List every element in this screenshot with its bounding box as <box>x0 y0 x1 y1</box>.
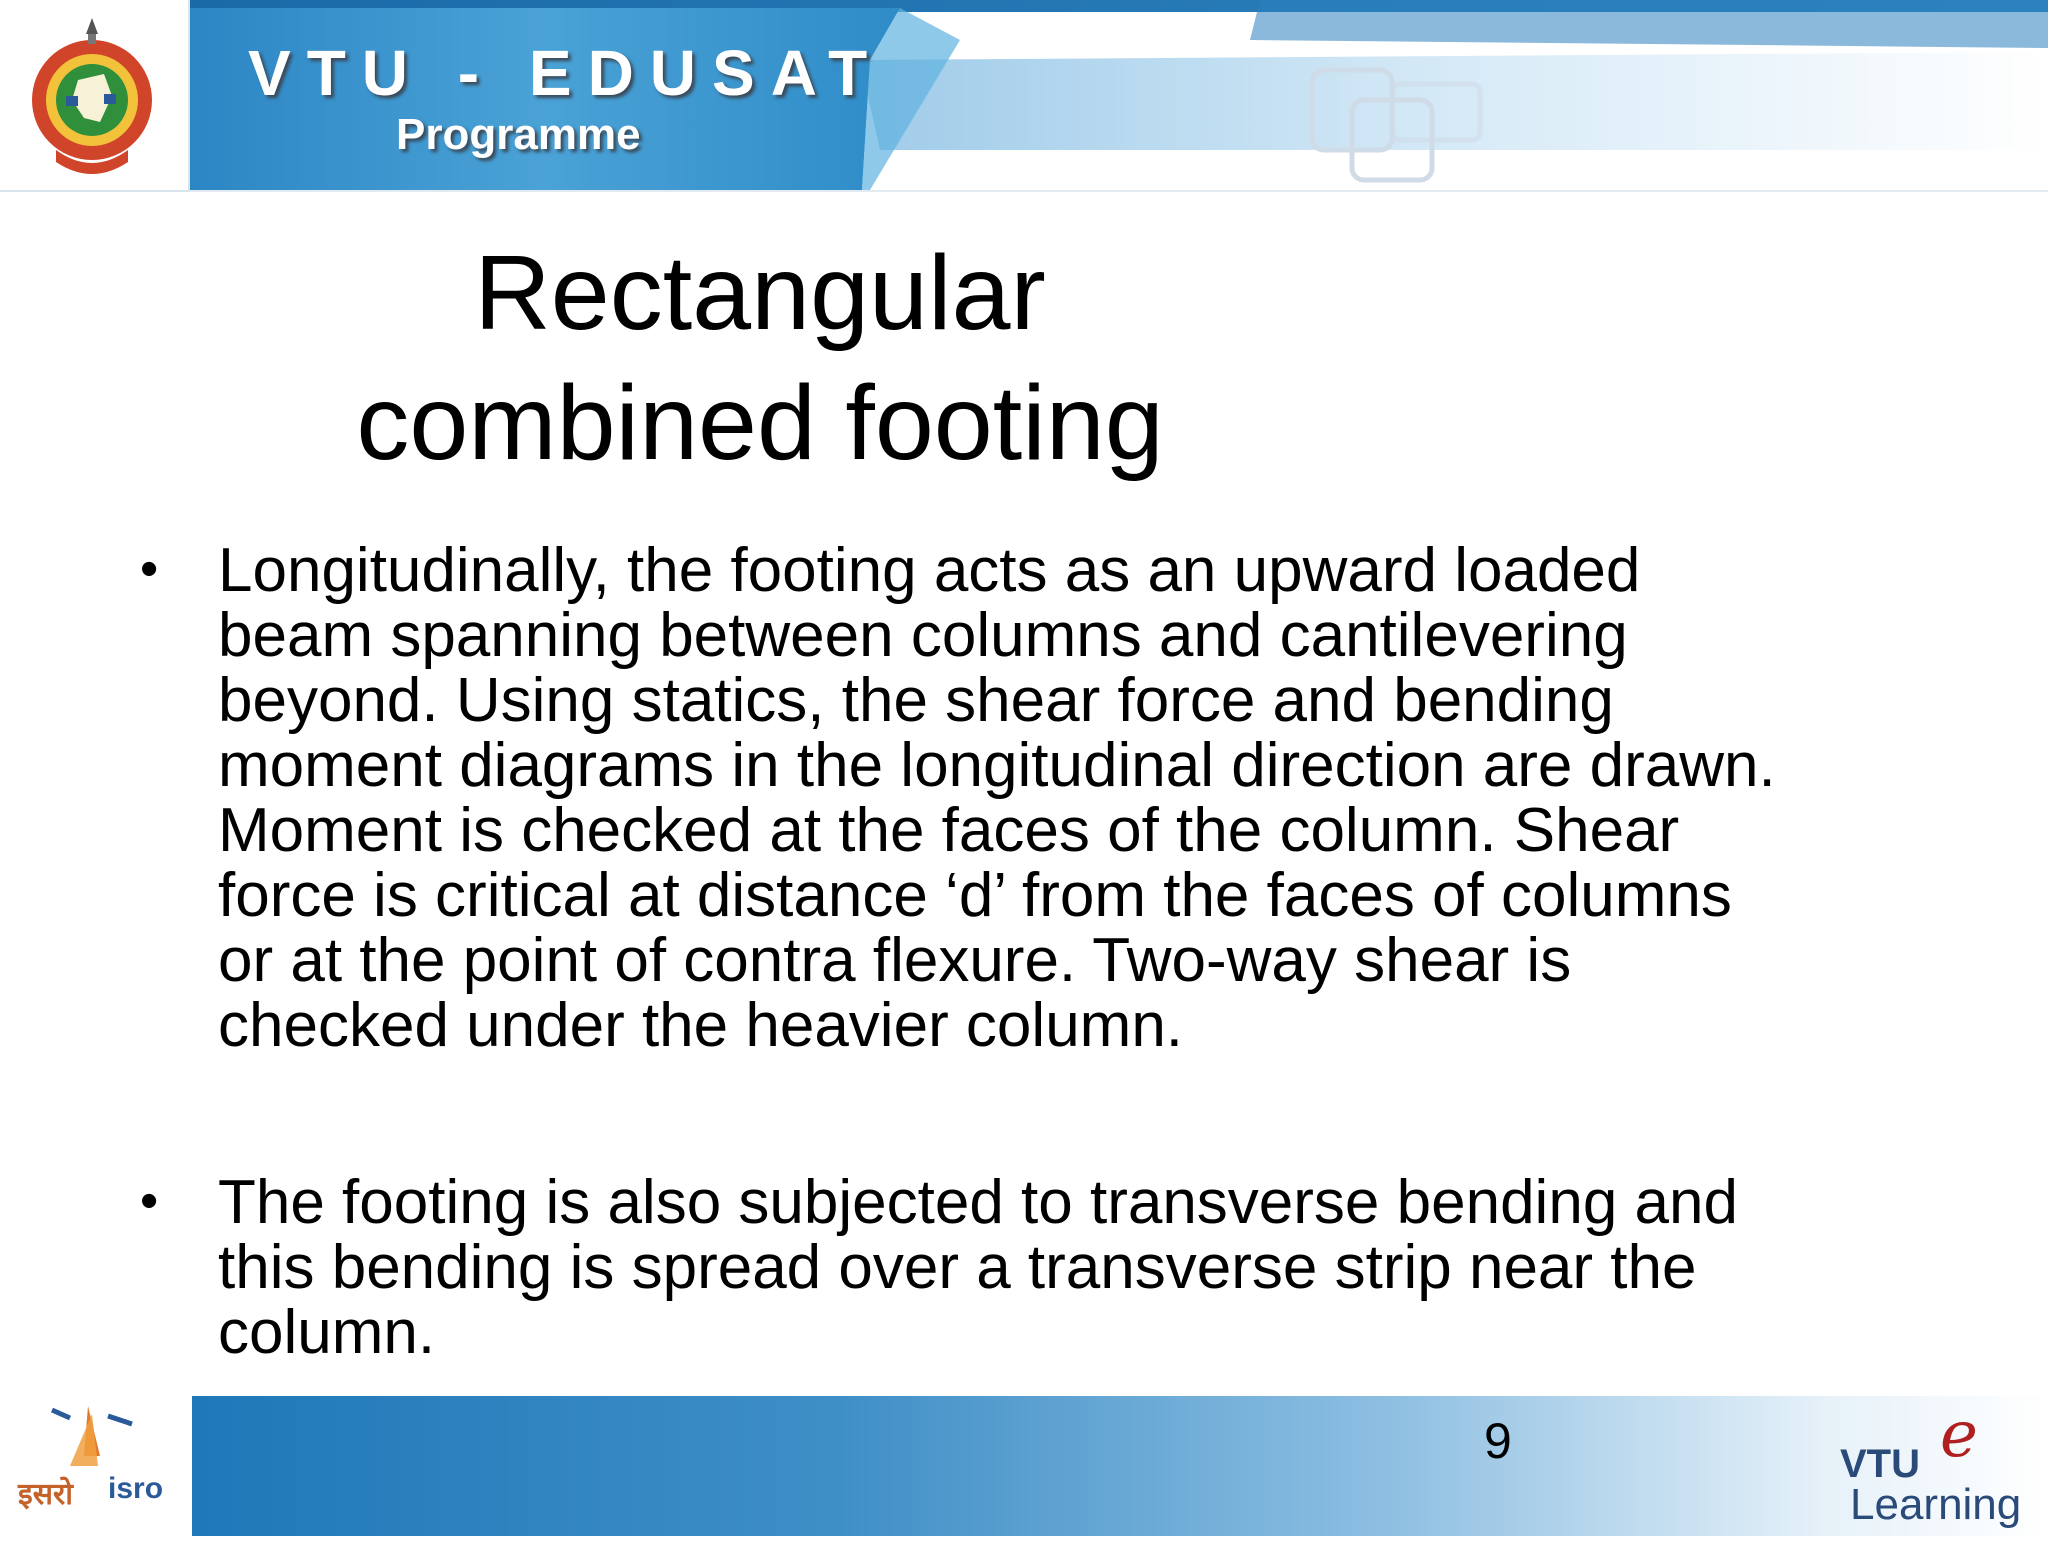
vtu-logo-box <box>0 0 190 192</box>
header-subtitle: Programme <box>396 110 641 159</box>
isro-english-text: isro <box>108 1472 164 1505</box>
bullet-line: moment diagrams in the longitudinal direction are drawn. <box>218 731 1776 800</box>
bullet-line: Moment is checked at the faces of the column. Shear <box>218 796 1680 865</box>
bullet-line: or at the point of contra flexure. Two-way shear is <box>218 926 1572 995</box>
isro-hindi-text: इसरो <box>18 1478 74 1511</box>
bullet-line: beam spanning between columns and cantilevering <box>218 601 1628 670</box>
slide-title <box>180 228 1340 488</box>
bullet-dot: • <box>140 540 159 598</box>
slide-header <box>0 0 2048 192</box>
isro-rocket-icon <box>0 1396 190 1536</box>
bullet-line: checked under the heavier column. <box>218 991 1184 1060</box>
footer-banner <box>192 1396 2048 1536</box>
page-number: 9 <box>1484 1413 1512 1469</box>
slide-title-line-1: Rectangular <box>474 234 1046 352</box>
bullet-line: beyond. Using statics, the shear force and bending <box>218 666 1614 735</box>
bullet-item-longitudinal <box>136 538 1996 1058</box>
header-title: VTU - EDUSAT <box>248 37 884 109</box>
bullet-line: The footing is also subjected to transverse bending and <box>218 1168 1738 1237</box>
vtu-learning-vtu-text: VTU <box>1840 1442 1920 1486</box>
vtu-learning-e-mark: e <box>1940 1398 1978 1472</box>
bullet-line: this bending is spread over a transverse strip near the <box>218 1233 1697 1302</box>
vtu-emblem-icon <box>0 0 188 190</box>
bullet-dot: • <box>140 1172 159 1230</box>
bullet-line: force is critical at distance ‘d’ from the faces of columns <box>218 861 1732 930</box>
slide-title-line-2: combined footing <box>356 364 1164 482</box>
bullet-list <box>136 538 1996 1365</box>
bullet-item-transverse <box>136 1170 1996 1365</box>
bullet-line: column. <box>218 1298 436 1367</box>
bullet-line: Longitudinally, the footing acts as an upward loaded <box>218 536 1641 605</box>
slide-footer <box>0 1396 2048 1536</box>
vtu-learning-learning-text: Learning <box>1850 1480 2022 1529</box>
isro-logo-box <box>0 1396 190 1536</box>
